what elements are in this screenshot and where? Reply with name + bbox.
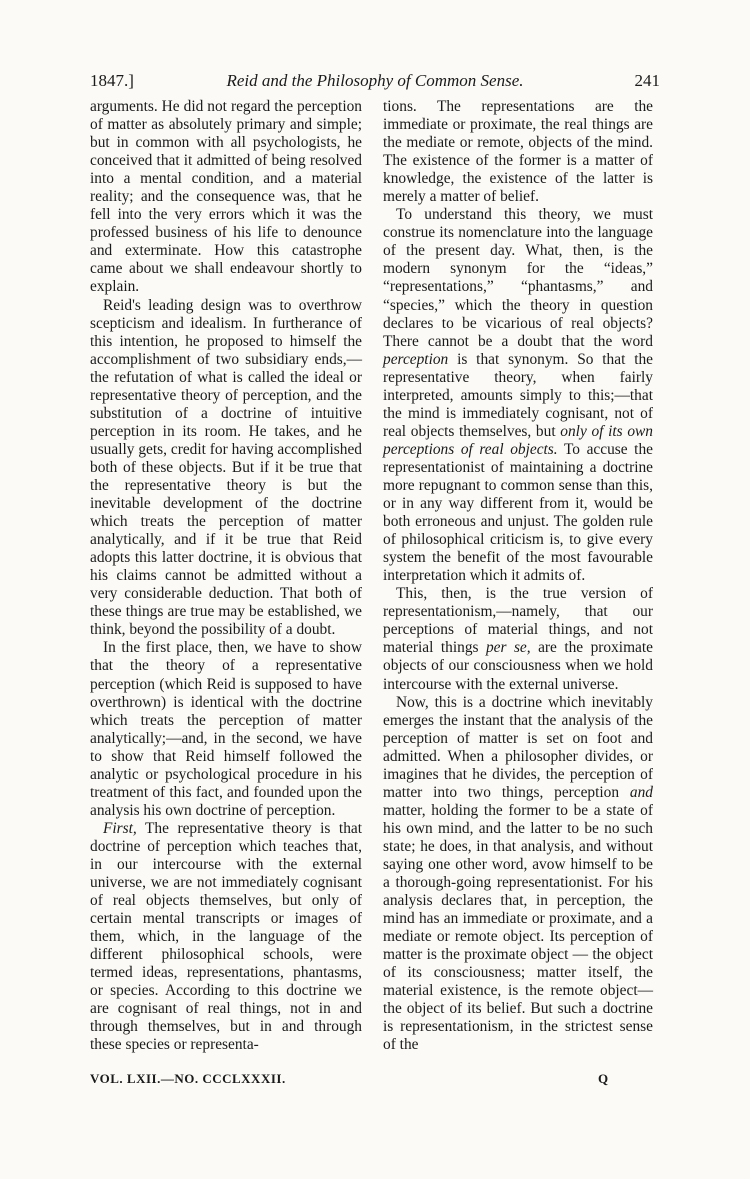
paragraph xyxy=(90,820,362,1055)
page-footer xyxy=(90,1069,660,1089)
paragraph: Reid's leading design was to overthrow scepticism and idealism. In furtherance of this intention, he proposed to himself the accomplishment of two subsidiary ends,—the refutation of what is called the ideal or representative theory of perception, and the substitution of a doctrine of intuitive perception in its room. He takes, and he usually gets, credit for having accomplished both of these objects. But if it be true that the representative theory is but the inevitable development of the doctrine which treats the perception of matter analytically, and if it be true that Reid adopts this latter doctrine, it is obvious that his claims cannot be admitted without a very considerable deduction. That both of these things are true may be established, we think, beyond the possibility of a doubt. xyxy=(90,296,362,639)
paragraph xyxy=(383,694,653,1055)
paragraph-text: To accuse the representationist of maintaining a doctrine more repugnant to common sense than this, or in any way different from it, would be both erroneous and unjust. The golden rule of philosophical criticism is, to give every system the benefit of the most favourable interpretation which it admits of. xyxy=(383,440,653,585)
paragraph-text: is that synonym. So that the representative theory, when fairly interpreted, amounts simply to this;—that the mind is immediately cognisant, not of real objects themselves, but xyxy=(383,350,653,440)
paragraph-text: To understand this theory, we must construe its nomenclature into the language of the present day. What, then, is the modern synonym for the “ideas,” “representations,” “phantasms,” and “species,” which the theory in question declares to be vicarious of real objects? There cannot be a doubt that the word xyxy=(383,206,653,350)
paragraph: tions. The representations are the immediate or proximate, the real things are the mediate or remote, objects of the mind. The existence of the former is a matter of knowledge, the existence of the latter is merely a matter of belief. xyxy=(383,98,653,206)
left-column xyxy=(90,98,362,1054)
paragraph-text: matter, holding the former to be a state of his own mind, and the latter to be no such state; he does, in that analysis, and without saying one other word, avow himself to be a thorough-going representationist. For his analysis declares that, in perception, the mind has an immediate or proximate, and a mediate or remote object. Its perception of matter is the proximate object — the object of its consciousness; matter itself, the material existence, is the remote object—the object of its belief. But such a doctrine is representationism, in the strictest sense of the xyxy=(383,801,653,1054)
paragraph xyxy=(383,206,653,585)
signature-mark: Q xyxy=(598,1071,609,1086)
paragraph-text: are the proximate objects of our consciousness when we hold intercourse with the external universe. xyxy=(383,639,653,693)
running-header xyxy=(90,70,660,92)
paragraph-text: Now, this is a doctrine which inevitably emerges the instant that the analysis of the perception of matter is set on foot and admitted. When a philosopher divides, or imagines that he divides, the perception of matter into two things, perception xyxy=(383,693,653,801)
italic-phrase: only of its own perceptions of real objects. xyxy=(383,422,653,458)
italic-term: per se, xyxy=(485,639,531,657)
italic-lead: First, xyxy=(103,819,137,837)
header-year: 1847.] xyxy=(90,71,134,90)
page-number: 241 xyxy=(634,71,660,90)
right-column xyxy=(383,98,653,1054)
italic-term: perception xyxy=(383,350,449,368)
volume-line: VOL. LXII.—NO. CCCLXXXII. xyxy=(90,1071,286,1086)
header-running-title: Reid and the Philosophy of Common Sense. xyxy=(226,71,524,90)
paragraph-text: This, then, is the true version of representationism,—namely, that our perceptions of material things, and not material things xyxy=(383,585,653,657)
paragraph: arguments. He did not regard the perception of matter as absolutely primary and simple; but in common with all psychologists, he conceived that it admitted of being resolved into a mental condition, and a material reality; and the consequence was, that he fell into the very errors which it was the professed business of his life to denounce and exterminate. How this catastrophe came about we shall endeavour shortly to explain. xyxy=(90,98,362,296)
paragraph-text: The representative theory is that doctrine of perception which teaches that, in our intercourse with the external universe, we are not immediately cognisant of real objects themselves, but only of certain mental transcripts or images of them, which, in the language of the different philosophical schools, were termed ideas, representations, phantasms, or species. According to this doctrine we are cognisant of real things, not in and through themselves, but in and through these species or representa- xyxy=(90,819,362,1054)
paragraph xyxy=(383,585,653,693)
italic-term: and xyxy=(629,783,653,801)
paragraph: In the first place, then, we have to show that the theory of a representative perception (which Reid is supposed to have overthrown) is identical with the doctrine which treats the perception of matter analytically;—and, in the second, we have to show that Reid himself followed the analytic or psychological procedure in his treatment of this fact, and founded upon the analysis his own doctrine of perception. xyxy=(90,639,362,819)
